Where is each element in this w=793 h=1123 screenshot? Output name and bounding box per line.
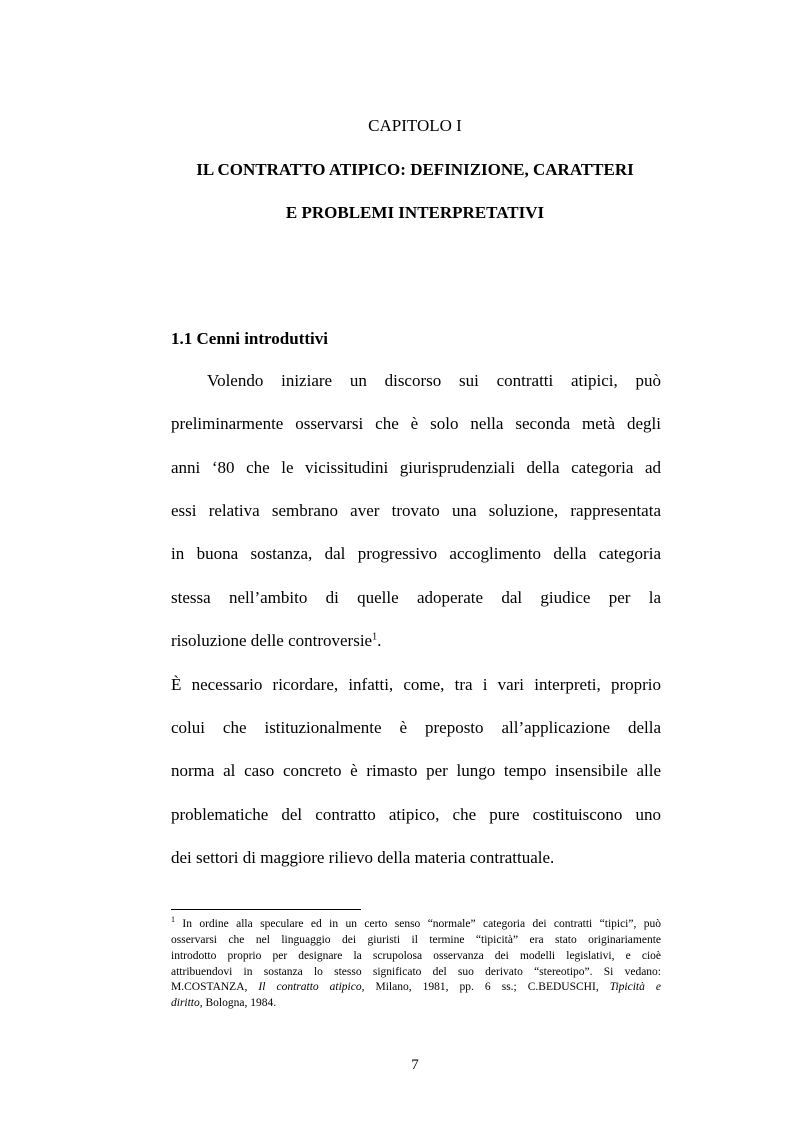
body-line bbox=[171, 631, 661, 651]
footnote-citation: , Milano, 1981, pp. 6 ss.; C.BEDUSCHI, bbox=[361, 981, 610, 993]
body-line: colui che istituzionalmente è preposto all’applicazione della bbox=[171, 718, 661, 737]
chapter-title-line-1: IL CONTRATTO ATIPICO: DEFINIZIONE, CARATTERI bbox=[196, 160, 634, 179]
chapter-label: CAPITOLO I bbox=[368, 116, 462, 135]
body-line: Volendo iniziare un discorso sui contratti atipici, può bbox=[207, 371, 661, 390]
footnote-reference[interactable]: 1 bbox=[372, 631, 378, 643]
footnote-line bbox=[171, 917, 661, 932]
body-line: in buona sostanza, dal progressivo accoglimento della categoria bbox=[171, 544, 661, 563]
body-line-end: . bbox=[377, 631, 382, 650]
footnote-separator bbox=[171, 909, 361, 910]
footnote-marker: 1 bbox=[171, 915, 175, 925]
footnote-line: attribuendovi in sostanza lo stesso significato del suo derivato “stereotipo”. Si vedano: bbox=[171, 966, 661, 978]
chapter-title-line-2: E PROBLEMI INTERPRETATIVI bbox=[285, 203, 545, 222]
footnote-line: introdotto proprio per designare la scrupolosa osservanza dei modelli legislativi, e cioè bbox=[171, 950, 661, 962]
footnote-author-1: M.COSTANZA, bbox=[171, 981, 259, 993]
body-line: È necessario ricordare, infatti, come, tra i vari interpreti, proprio bbox=[171, 675, 661, 694]
body-line: problematiche del contratto atipico, che pure costituiscono uno bbox=[171, 805, 661, 824]
footnote-line bbox=[171, 996, 661, 1011]
body-line-text: risoluzione delle controversie bbox=[171, 631, 373, 650]
footnote-book-title-2: Tipicità e bbox=[609, 981, 661, 993]
footnote-line bbox=[171, 980, 661, 995]
footnote-book-title-1: Il contratto atipico bbox=[258, 981, 362, 993]
page-number: 7 bbox=[411, 1057, 419, 1073]
footnote-book-title-2-cont: diritto bbox=[171, 997, 200, 1009]
body-line: preliminarmente osservarsi che è solo nella seconda metà degli bbox=[171, 414, 661, 433]
body-line: norma al caso concreto è rimasto per lungo tempo insensibile alle bbox=[171, 761, 661, 780]
body-line: anni ‘80 che le vicissitudini giurisprudenziali della categoria ad bbox=[171, 458, 661, 477]
section-heading: 1.1 Cenni introduttivi bbox=[171, 329, 328, 348]
footnote-citation-end: , Bologna, 1984. bbox=[199, 997, 277, 1009]
footnote-line: osservarsi che nel linguaggio dei giuristi il termine “tipicità” era stato originariamente bbox=[171, 934, 661, 946]
body-line: stessa nell’ambito di quelle adoperate dal giudice per la bbox=[171, 588, 661, 607]
footnote-text: In ordine alla speculare ed in un certo senso “normale” categoria dei contratti “tipici”, può bbox=[175, 918, 661, 930]
body-line: dei settori di maggiore rilievo della materia contrattuale. bbox=[171, 848, 555, 867]
body-line: essi relativa sembrano aver trovato una soluzione, rappresentata bbox=[171, 501, 661, 520]
